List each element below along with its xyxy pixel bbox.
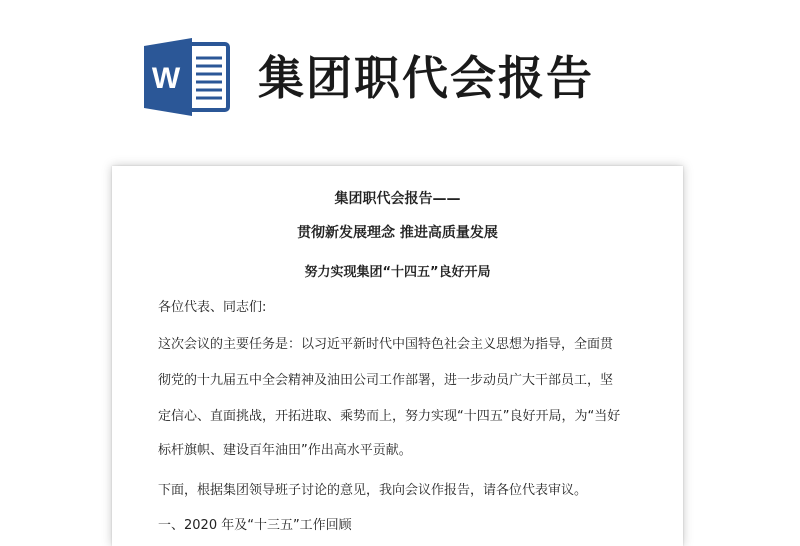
doc-heading-1: 集团职代会报告—— [334, 191, 461, 207]
doc-paragraph-line: 彻党的十九届五中全会精神及油田公司工作部署，进一步动员广大干部员工，坚 [158, 373, 614, 388]
doc-paragraph-line: 这次会议的主要任务是：以习近平新时代中国特色社会主义思想为指导，全面贯 [158, 337, 614, 352]
page-title: 集团职代会报告 [258, 51, 594, 105]
svg-text:W: W [151, 62, 181, 95]
doc-paragraph-line: 标杆旗帜、建设百年油田”作出高水平贡献。 [158, 443, 412, 458]
document-page [112, 166, 683, 546]
word-document-icon [142, 38, 232, 116]
header-band [0, 0, 800, 140]
doc-heading-3: 努力实现集团“十四五”良好开局 [304, 265, 491, 280]
doc-paragraph-line: 下面，根据集团领导班子讨论的意见，我向会议作报告，请各位代表审议。 [158, 483, 588, 498]
doc-section-heading: 一、2020 年及“十三五”工作回顾 [158, 518, 352, 533]
doc-paragraph-line: 定信心、直面挑战，开拓进取、乘势而上，努力实现“十四五”良好开局，为“当好 [158, 409, 621, 424]
doc-heading-2: 贯彻新发展理念 推进高质量发展 [297, 225, 498, 241]
doc-salutation: 各位代表、同志们: [158, 300, 267, 315]
